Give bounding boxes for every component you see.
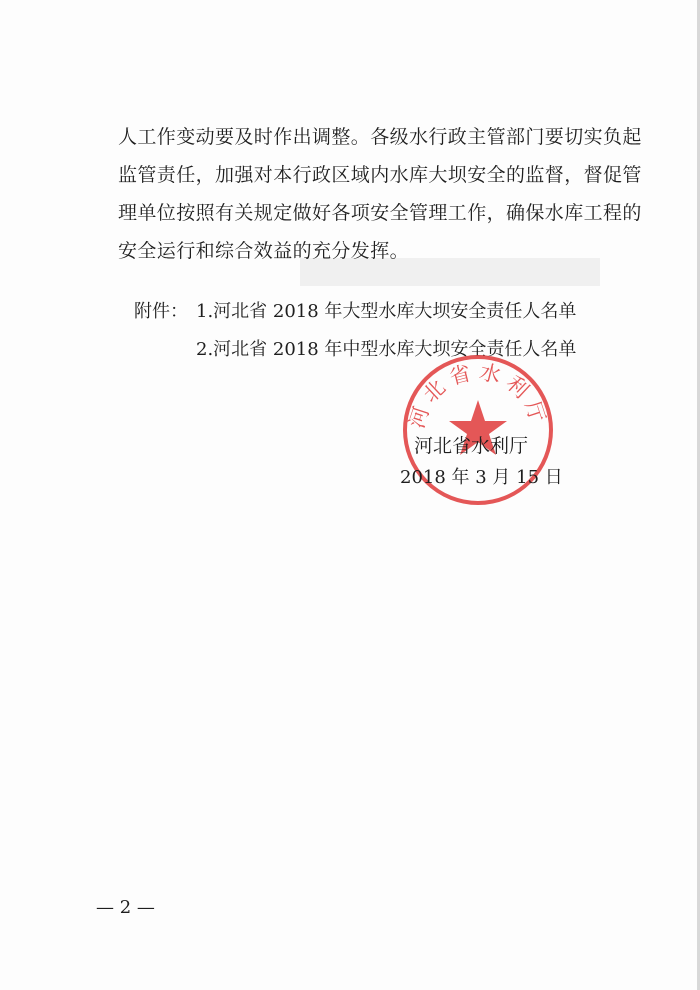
seal-text: 河北省水利厅 xyxy=(404,359,552,432)
body-paragraph xyxy=(118,118,642,270)
signature-organization: 河北省水利厅 xyxy=(414,435,529,457)
body-line-4: 安全运行和综合效益的充分发挥。 xyxy=(118,240,410,262)
attachments-label: 附件： xyxy=(134,301,188,322)
signature-date: 2018 年 3 月 15 日 xyxy=(400,467,563,488)
attachment-item-2: 2.河北省 2018 年中型水库大坝安全责任人名单 xyxy=(196,339,577,360)
signature-block xyxy=(400,430,563,494)
body-line-3: 理单位按照有关规定做好各项安全管理工作，确保水库工程的 xyxy=(118,202,642,224)
page-number: — 2 — xyxy=(96,897,155,918)
attachment-row-1 xyxy=(134,293,576,331)
body-line-2: 监管责任，加强对本行政区域内水库大坝安全的监督，督促管 xyxy=(118,164,642,186)
attachment-item-1: 1.河北省 2018 年大型水库大坝安全责任人名单 xyxy=(196,301,577,322)
body-line-1: 人工作变动要及时作出调整。各级水行政主管部门要切实负起 xyxy=(118,126,642,148)
